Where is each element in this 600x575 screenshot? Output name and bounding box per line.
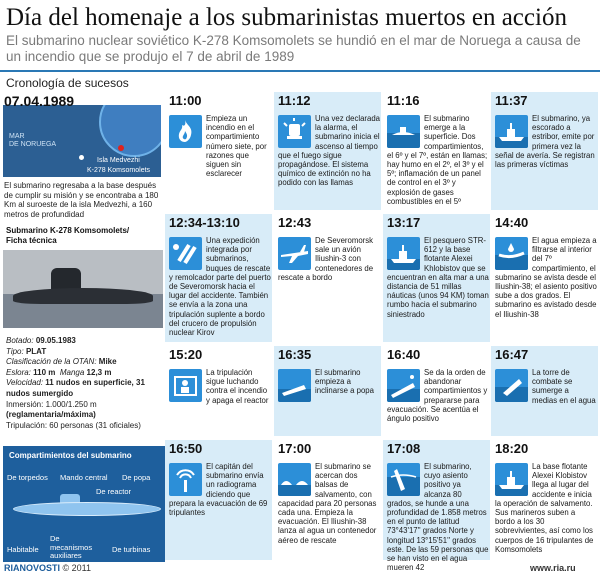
- spec-label: Clasificación de la OTAN:: [6, 357, 97, 367]
- event-time: 16:40: [387, 347, 421, 362]
- spec-beam: 12,3 m: [86, 367, 112, 377]
- event-time: 12:34-13:10: [169, 215, 240, 230]
- section-title: Cronología de sucesos: [6, 76, 129, 90]
- spec-speed: 11 nudos en superficie, 31 nudos sumergido: [6, 378, 145, 398]
- footer-credit: [4, 563, 91, 573]
- map-island-label: Isla Medvezhi: [97, 157, 140, 164]
- event-description: [495, 236, 597, 319]
- fire-icon: [169, 115, 202, 148]
- map-sea-label: MAR DE NORUEGA: [9, 133, 57, 148]
- spec-length: 110 m: [33, 367, 56, 377]
- event-description: [169, 368, 271, 405]
- timeline-event: [274, 346, 381, 436]
- spec-launched: 09.05.1983: [35, 336, 76, 345]
- event-time: 11:16: [387, 93, 420, 108]
- event-text: El agua empieza a filtrarse al interior del 7º compartimiento, el submarino se avista desde el Iliushin-38; el asiento positivo sube a dos grados. El submarino es avistado desde el Iliushin-38: [495, 236, 597, 319]
- event-description: [495, 114, 597, 169]
- page-title: Día del homenaje a los submarinistas muertos en acción: [6, 4, 567, 31]
- comp-label: De reactor: [96, 487, 132, 496]
- timeline-event: [383, 440, 490, 573]
- spec-nato: Mike: [98, 357, 117, 367]
- photo-hull: [13, 288, 153, 304]
- event-description: La torre de combate se sumerge a medias en el agua: [532, 368, 596, 405]
- timeline-event: [274, 92, 381, 210]
- event-text: El capitán del submarino envía un radiograma diciendo que prepara la evacuación de 69 tripulantes: [169, 462, 268, 518]
- tilt-icon: [278, 369, 311, 402]
- event-text: Una vez declarada la alarma, el submarino inicia el ascenso al tiempo que el fuego sigue propagándose. El sistema químico de extinción no ha podido con las llamas: [278, 114, 381, 188]
- spec-type: PLAT: [25, 346, 47, 356]
- spec-label: Tipo:: [6, 346, 24, 356]
- timeline-event: [383, 92, 490, 210]
- event-description: [495, 462, 597, 554]
- diagram-hull: [13, 502, 161, 516]
- submarine-photo: [3, 250, 163, 328]
- event-description: [278, 462, 380, 545]
- event-description: [387, 462, 489, 572]
- spec-depth-note: (reglamentaria/máxima): [6, 410, 96, 420]
- timeline-event: [491, 346, 598, 436]
- tower-icon: [495, 369, 528, 402]
- spec-label: Eslora:: [6, 367, 31, 377]
- event-description: [387, 236, 489, 319]
- event-time: 17:00: [278, 441, 312, 456]
- comp-label: Habitable: [7, 545, 39, 554]
- event-time: 16:35: [278, 347, 312, 362]
- event-time: 11:00: [169, 93, 202, 108]
- map-note: El submarino regresaba a la base después de cumplir su misión y se encontraba a 180 Km al suroeste de la isla Medvezhi, a 160 metros de profundidad: [4, 181, 159, 219]
- event-text: El pesquero STR-612 y la base flotante Alexei Khlobistov que se encuentran en alta mar a una distancia de 51 millas náuticas (unos 94 KM) toman rumbo hacia el submarino siniestrado: [387, 236, 489, 319]
- event-text: El submarino, ya escorado a estribor, emite por primera vez la señal de avería. Se registran las primeras víctimas: [495, 114, 595, 170]
- event-time: 12:43: [278, 215, 312, 230]
- timeline-event: [165, 346, 272, 436]
- timeline-event: [274, 214, 381, 342]
- timeline-event: [165, 440, 272, 560]
- timeline-event: [491, 92, 598, 210]
- tech-card-heading: Submarino K-278 Komsomolets/ Ficha técnica: [6, 226, 130, 245]
- page-subtitle: El submarino nuclear soviético K-278 Komsomolets se hundió en el mar de Noruega a causa de un incendio que se produjo el 7 de abril de 1989: [6, 33, 581, 64]
- event-time: 15:20: [169, 347, 203, 362]
- event-description: [278, 114, 380, 188]
- event-time: 16:47: [495, 347, 529, 362]
- timeline-event: [165, 92, 272, 210]
- map-sub-label: K-278 Komsomolets: [87, 167, 151, 174]
- timeline-event: [383, 214, 490, 342]
- timeline-event: [383, 346, 490, 436]
- event-time: 17:08: [387, 441, 421, 456]
- event-time: 11:37: [495, 93, 528, 108]
- footer-url[interactable]: www.ria.ru: [530, 563, 576, 573]
- event-description: Empieza un incendio en el compartimiento número siete, por razones que siguen sin esclarecer: [206, 114, 267, 179]
- event-time: 13:17: [387, 215, 421, 230]
- compartments-title: Compartimientos del submarino: [9, 451, 132, 460]
- timeline-event: [491, 440, 598, 560]
- timeline-event: [165, 214, 272, 342]
- event-description: [278, 236, 380, 282]
- spec-crew: Tripulación: 60 personas (31 oficiales): [6, 420, 141, 430]
- spec-label: Botado:: [6, 336, 34, 345]
- event-text: El submarino emerge a la superficie. Dos compartimientos, el 6º y el 7º, están en llamas; hay humo en el 2º, el 3º y el 5º; inflamación de un panel de control en el 3º y explosión de gases combustibles en el 5º: [387, 114, 488, 206]
- event-time: 16:50: [169, 441, 203, 456]
- event-time: 18:20: [495, 441, 529, 456]
- brand-logo: RIANOVOSTI: [4, 563, 61, 573]
- event-time: 11:12: [278, 93, 311, 108]
- comp-label: De mecanismos auxiliares: [50, 534, 93, 560]
- event-text: La base flotante Alexei Klobistov llega al lugar del accidente e inicia la operación de salvamento. Sus marineros suben a bordo a los 30 sobrevivientes, así como los cuerpos de 16 tripulantes de Komsomolets: [495, 462, 594, 554]
- event-time: 14:40: [495, 215, 529, 230]
- comp-label: De torpedos: [7, 473, 48, 482]
- spec-depth: Inmersión: 1.000/1.250 m: [6, 399, 97, 409]
- event-text: Se da la orden de abandonar compartimientos y prepararse para evacuación. Se acentúa el ángulo positivo: [387, 368, 488, 424]
- event-text: La tripulación sigue luchando contra el incendio y apaga el reactor: [206, 368, 269, 405]
- event-description: [169, 236, 271, 337]
- event-text: El submarino, cuyo asiento positivo ya alcanza 80 grados, se hunde a una profundidad de 1.858 metros en el punto de latitud 73°43'17'' grados Norte y longitud 13°15'51'' grados este. De las 59 personas que se han visto en el agua mueren 42: [387, 462, 489, 573]
- event-text: Una expedición integrada por submarinos, buques de rescate y remolcador parte del puerto de Severomorsk hacia el lugar del accidente. También se envía a la zona una tripulación suplente a bordo del crucero de propulsión nuclear Kirov: [169, 236, 271, 338]
- event-text: El submarino se acercan dos balsas de salvamento, con capacidad para 20 personas cada una. Empieza la evacuación. El Iliushin-38 lanza al agua un contenedor aéreo de rescate: [278, 462, 377, 545]
- event-text: De Severomorsk sale un avión Iliushin-3 con contenedores de rescate a bordo: [278, 236, 374, 282]
- timeline-event: [491, 214, 598, 342]
- header-divider: [0, 70, 600, 72]
- event-description: El submarino empieza a inclinarse a popa: [315, 368, 374, 396]
- event-description: [169, 462, 271, 517]
- map-date: 07.04.1989: [4, 93, 75, 109]
- footer-year: © 2011: [62, 563, 92, 573]
- spec-label: Velocidad:: [6, 378, 44, 388]
- tech-specs: [6, 336, 164, 431]
- event-description: [387, 114, 489, 206]
- sub-location-marker: [118, 145, 124, 151]
- comp-label: De turbinas: [112, 545, 151, 554]
- spec-label: Manga: [59, 367, 85, 377]
- comp-label: Mando central: [60, 473, 108, 482]
- comp-label: De popa: [122, 473, 151, 482]
- timeline-event: [274, 440, 381, 560]
- event-description: [387, 368, 489, 423]
- island-marker: [79, 155, 84, 160]
